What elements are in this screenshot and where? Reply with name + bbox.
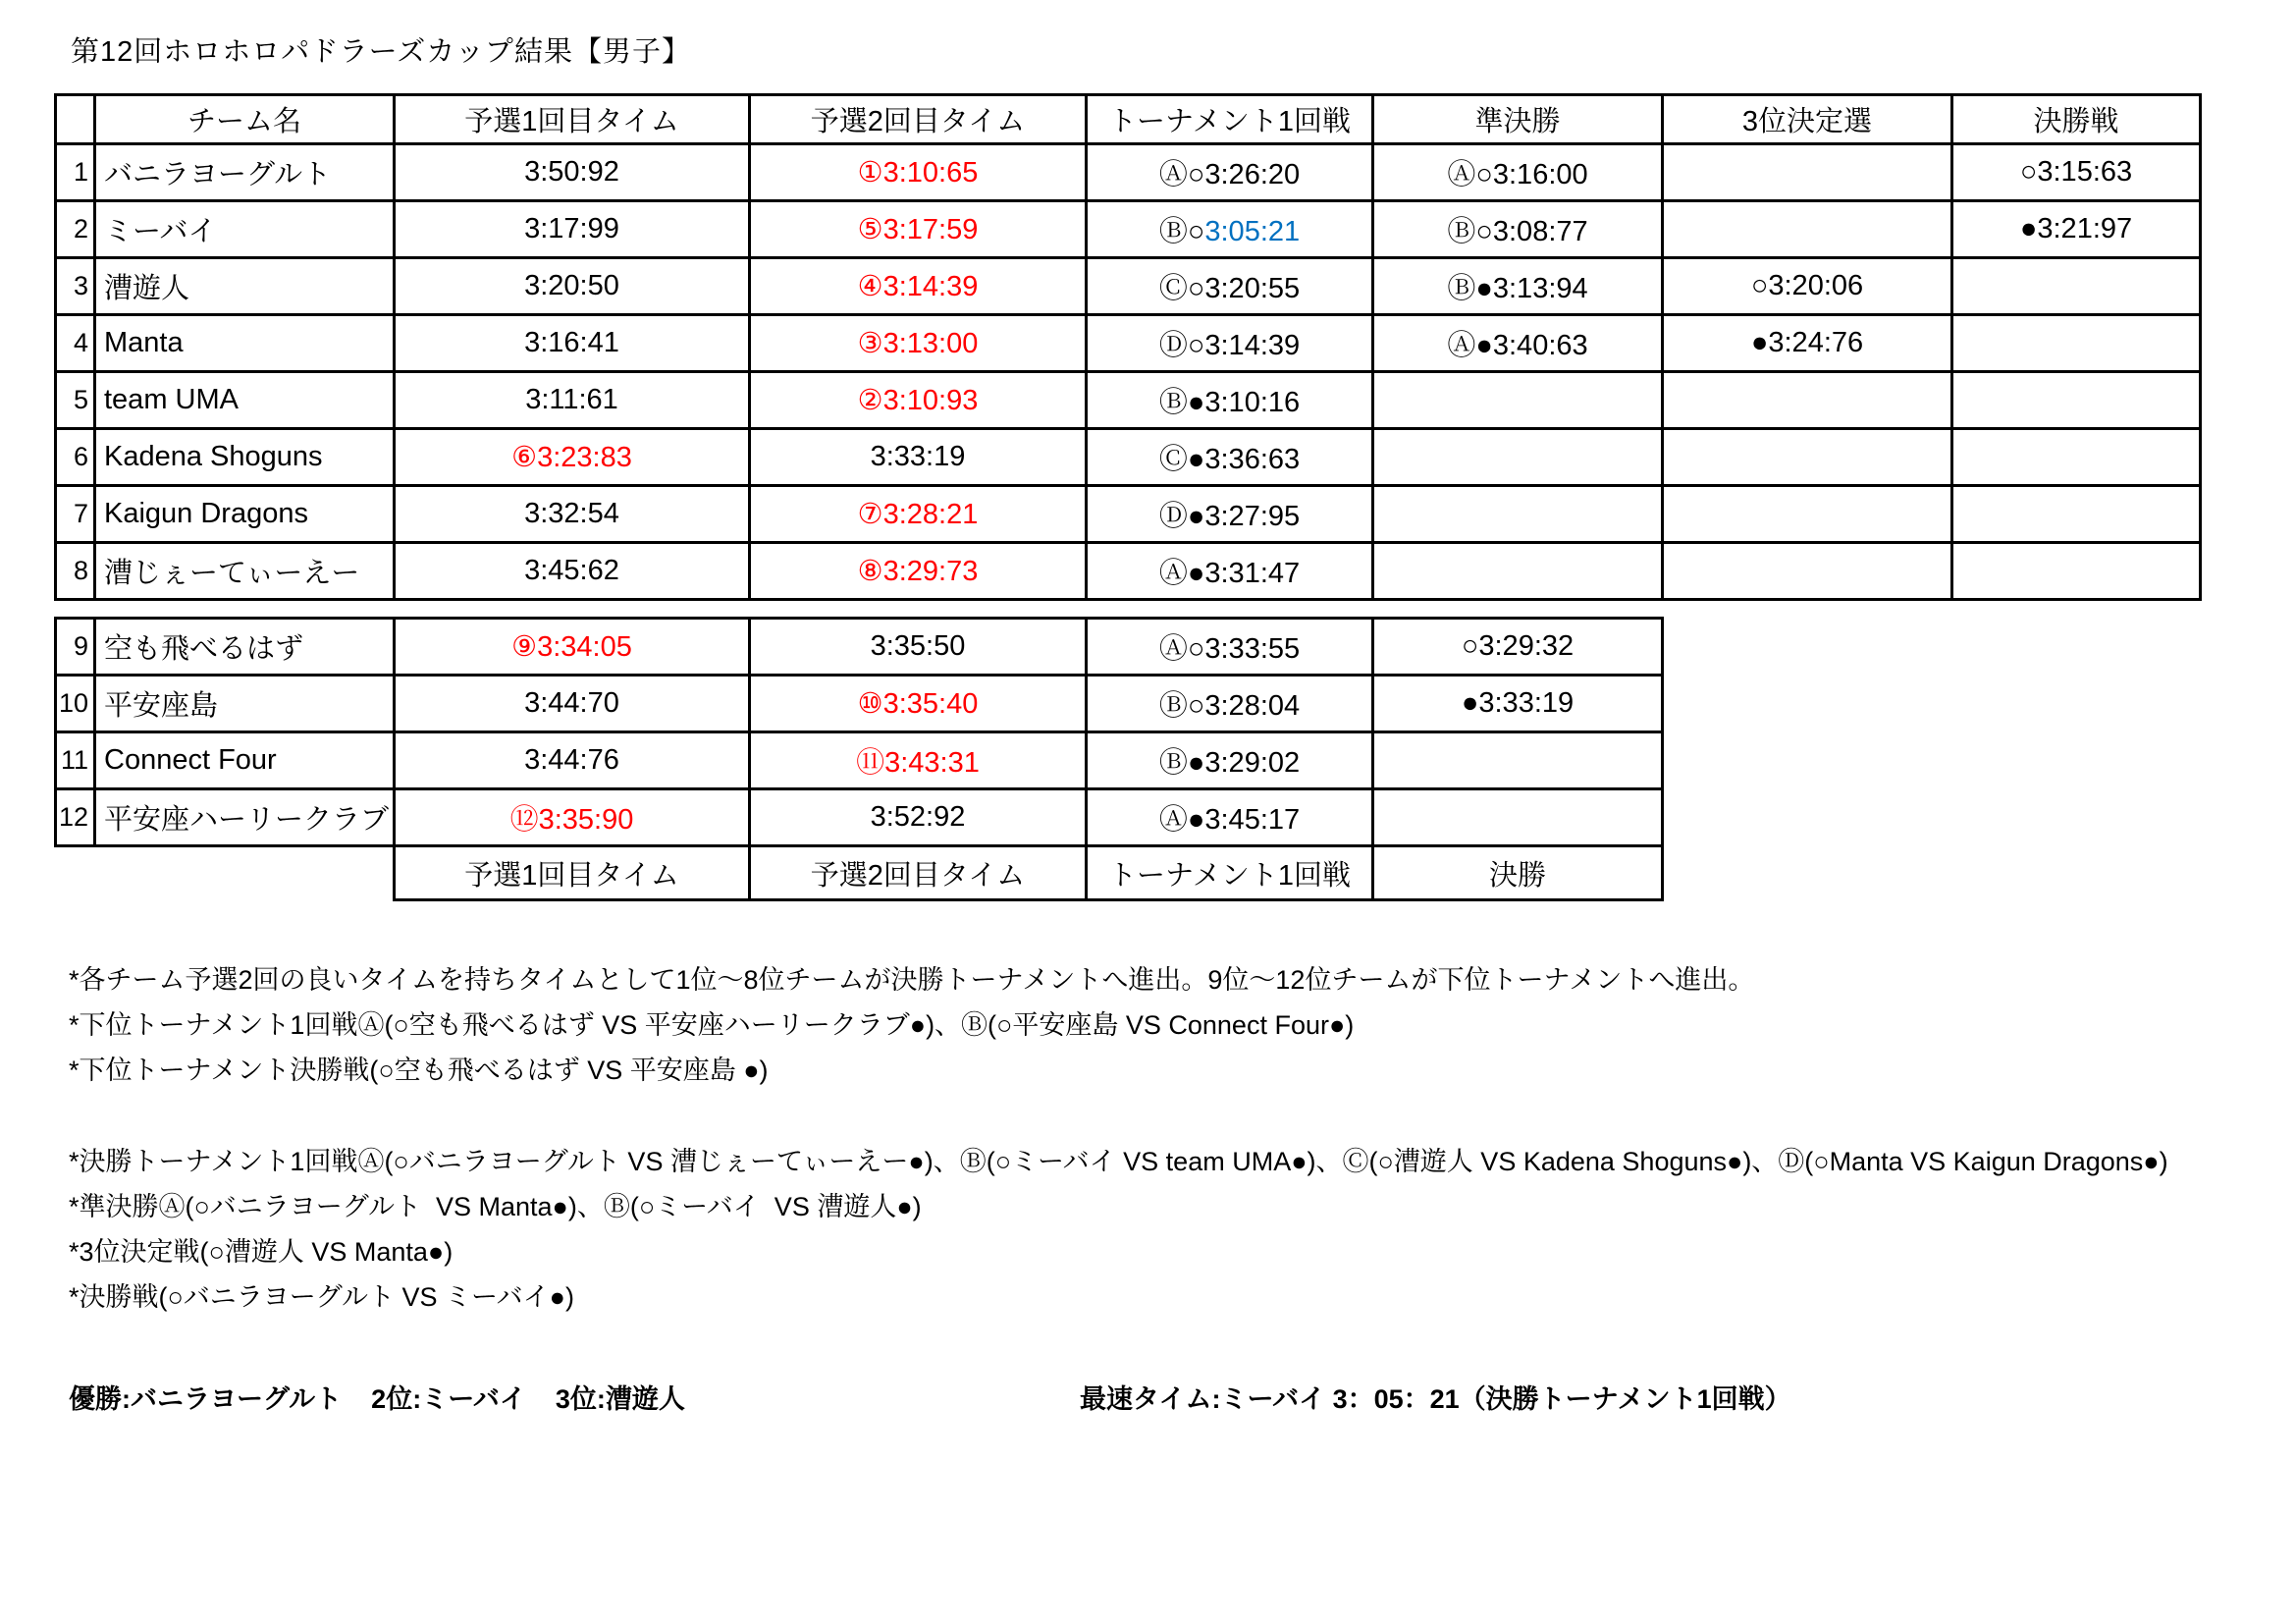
- row-number: 12: [56, 789, 95, 846]
- cell-text: ②3:10:93: [857, 385, 979, 416]
- time-cell: [1373, 789, 1663, 846]
- time-cell: [1087, 789, 1373, 846]
- time-cell: [1087, 201, 1373, 258]
- row-number: 8: [56, 543, 95, 600]
- time-cell: [1087, 486, 1373, 543]
- time-cell: [1663, 543, 1952, 600]
- table-row: [56, 676, 1663, 732]
- team-name: Manta: [95, 315, 395, 372]
- cell-text: Ⓐ●3:31:47: [1158, 558, 1301, 589]
- time-cell: [1663, 372, 1952, 429]
- note-line: *下位トーナメント1回戦Ⓐ(○空も飛べるはず VS 平安座ハーリークラブ●)、Ⓑ(○平安座島 VS Connect Four●): [69, 1010, 1355, 1040]
- cell-text: Ⓐ●3:40:63: [1447, 330, 1588, 361]
- time-cell: [750, 486, 1087, 543]
- time-cell: [1663, 258, 1952, 315]
- results-table-main: [54, 93, 2202, 601]
- cell-text: ⑩3:35:40: [857, 688, 979, 720]
- time-cell: [1952, 315, 2201, 372]
- time-cell: [1087, 543, 1373, 600]
- fastest-time-summary: 最速タイム:ミーバイ 3：05：21（決勝トーナメント1回戦）: [1080, 1384, 1791, 1414]
- row-number: 9: [56, 619, 95, 676]
- note-line: *決勝戦(○バニラヨーグルト VS ミーバイ●): [69, 1282, 574, 1312]
- time-cell: [395, 676, 750, 732]
- time-cell: [1663, 144, 1952, 201]
- team-name: Kaigun Dragons: [95, 486, 395, 543]
- footer-label-final: 決勝: [1373, 846, 1663, 900]
- time-cell: [395, 619, 750, 676]
- note-line: *準決勝Ⓐ(○バニラヨーグルト VS Manta●)、Ⓑ(○ミーバイ VS 漕遊人●): [69, 1192, 922, 1221]
- time-cell: [1373, 732, 1663, 789]
- cell-text: ●3:21:97: [2019, 213, 2133, 244]
- cell-text: Ⓑ●3:13:94: [1447, 273, 1588, 304]
- cell-text: Ⓐ○3:16:00: [1447, 159, 1588, 190]
- cell-text: 3:33:19: [870, 441, 966, 472]
- team-name: Connect Four: [95, 732, 395, 789]
- cell-text: 3:11:61: [525, 384, 618, 415]
- time-cell: [750, 619, 1087, 676]
- column-header-team: チーム名: [95, 95, 395, 144]
- column-header-final: 決勝戦: [1952, 95, 2201, 144]
- time-cell: [1087, 619, 1373, 676]
- cell-text: Ⓑ○: [1158, 216, 1205, 247]
- time-cell: [1087, 732, 1373, 789]
- time-cell: [750, 429, 1087, 486]
- note-gap: [69, 1093, 2168, 1139]
- table-row: [56, 543, 2201, 600]
- column-header-qualifier1: 予選1回目タイム: [395, 95, 750, 144]
- cell-text: 3:44:70: [524, 687, 619, 719]
- team-name: team UMA: [95, 372, 395, 429]
- cell-text: Ⓑ○3:28:04: [1158, 690, 1301, 722]
- table-row: [56, 789, 1663, 846]
- note-line: *3位決定戦(○漕遊人 VS Manta●): [69, 1237, 454, 1267]
- cell-text: 3:45:62: [524, 555, 619, 586]
- footer-spacer: [56, 846, 95, 900]
- column-header-semifinal: 準決勝: [1373, 95, 1663, 144]
- time-cell: [1663, 315, 1952, 372]
- time-cell: [1373, 676, 1663, 732]
- cell-text: ⑥3:23:83: [511, 442, 632, 473]
- cell-text: ④3:14:39: [857, 271, 979, 302]
- time-cell: [1087, 258, 1373, 315]
- time-cell: [750, 258, 1087, 315]
- team-name: Kadena Shoguns: [95, 429, 395, 486]
- column-header-index: [56, 95, 95, 144]
- cell-text: ○3:15:63: [2019, 156, 2133, 188]
- time-cell: [1087, 315, 1373, 372]
- cell-text: Ⓑ●3:29:02: [1158, 747, 1301, 779]
- row-number: 2: [56, 201, 95, 258]
- time-cell: [1663, 429, 1952, 486]
- cell-text: 3:52:92: [870, 801, 966, 833]
- time-cell: [395, 315, 750, 372]
- cell-text: ⑨3:34:05: [511, 631, 632, 663]
- time-cell: [750, 732, 1087, 789]
- winners-summary: 優勝:バニラヨーグルト 2位:ミーバイ 3位:漕遊人: [69, 1384, 685, 1414]
- table-row: [56, 201, 2201, 258]
- time-cell: [1952, 543, 2201, 600]
- cell-text: 3:32:54: [524, 498, 619, 529]
- page-title: 第12回ホロホロパドラーズカップ結果【男子】: [71, 36, 691, 68]
- time-cell: [1373, 144, 1663, 201]
- note-line: *各チーム予選2回の良いタイムを持ちタイムとして1位～8位チームが決勝トーナメントへ進出。9位～12位チームが下位トーナメントへ進出。: [69, 965, 1755, 995]
- row-number: 3: [56, 258, 95, 315]
- cell-text: Ⓒ●3:36:63: [1158, 444, 1301, 475]
- time-cell: [395, 732, 750, 789]
- time-cell: [1087, 429, 1373, 486]
- team-name: 平安座島: [95, 676, 395, 732]
- team-name: ミーバイ: [95, 201, 395, 258]
- cell-text: ⑤3:17:59: [857, 214, 979, 245]
- footer-label-qualifier2: 予選2回目タイム: [750, 846, 1087, 900]
- cell-text: Ⓒ○3:20:55: [1158, 273, 1301, 304]
- table-header-row: [56, 95, 2201, 144]
- team-name: 漕遊人: [95, 258, 395, 315]
- time-cell: [1373, 543, 1663, 600]
- cell-text: 3:44:76: [524, 744, 619, 776]
- table-row: [56, 315, 2201, 372]
- time-cell: [1373, 372, 1663, 429]
- cell-text: Ⓓ○3:14:39: [1158, 330, 1301, 361]
- notes: [69, 957, 2168, 1320]
- cell-text: Ⓑ○3:08:77: [1447, 216, 1588, 247]
- table-footer-row: [56, 846, 1663, 900]
- note-line: *下位トーナメント決勝戦(○空も飛べるはず VS 平安座島 ●): [69, 1056, 769, 1085]
- time-cell: [750, 676, 1087, 732]
- cell-text: Ⓑ●3:10:16: [1158, 387, 1301, 418]
- cell-text: Ⓐ○3:26:20: [1158, 159, 1301, 190]
- cell-text: ●3:33:19: [1461, 687, 1575, 719]
- row-number: 4: [56, 315, 95, 372]
- time-cell: [395, 372, 750, 429]
- cell-text: Ⓐ●3:45:17: [1158, 804, 1301, 836]
- cell-text: Ⓐ○3:33:55: [1158, 633, 1301, 665]
- time-cell: [395, 201, 750, 258]
- time-cell: [750, 372, 1087, 429]
- table-row: [56, 372, 2201, 429]
- time-cell: [395, 486, 750, 543]
- time-cell: [750, 201, 1087, 258]
- cell-text: 3:17:99: [524, 213, 619, 244]
- team-name: バニラヨーグルト: [95, 144, 395, 201]
- row-number: 10: [56, 676, 95, 732]
- time-cell: [1952, 372, 2201, 429]
- cell-text: ○3:20:06: [1750, 270, 1864, 301]
- note-line: *決勝トーナメント1回戦Ⓐ(○バニラヨーグルト VS 漕じぇーてぃーえー●)、Ⓑ(○ミーバイ VS team UMA●)、Ⓒ(○漕遊人 VS Kadena Shoguns●)、Ⓓ(○Manta VS Kaigun Dragons●): [69, 1147, 2168, 1176]
- footer-label-round1: トーナメント1回戦: [1087, 846, 1373, 900]
- table-row: [56, 144, 2201, 201]
- time-cell: [1373, 619, 1663, 676]
- time-cell: [1373, 201, 1663, 258]
- cell-text: ⑪3:43:31: [856, 747, 980, 779]
- time-cell: [395, 429, 750, 486]
- cell-text: ⑫3:35:90: [509, 804, 634, 836]
- cell-text: Ⓓ●3:27:95: [1158, 501, 1301, 532]
- time-cell: [1952, 201, 2201, 258]
- time-cell: [750, 144, 1087, 201]
- results-table-lower: [54, 617, 1664, 901]
- cell-text: 3:20:50: [524, 270, 619, 301]
- cell-text: ③3:13:00: [857, 328, 979, 359]
- team-name: 平安座ハーリークラブ: [95, 789, 395, 846]
- cell-text: 3:05:21: [1204, 216, 1301, 247]
- team-name: 空も飛べるはず: [95, 619, 395, 676]
- time-cell: [1373, 315, 1663, 372]
- time-cell: [395, 543, 750, 600]
- row-number: 7: [56, 486, 95, 543]
- row-number: 6: [56, 429, 95, 486]
- time-cell: [1952, 144, 2201, 201]
- row-number: 1: [56, 144, 95, 201]
- cell-text: 3:50:92: [524, 156, 619, 188]
- table-row: [56, 429, 2201, 486]
- time-cell: [1373, 258, 1663, 315]
- time-cell: [1952, 258, 2201, 315]
- column-header-third-place: 3位決定選: [1663, 95, 1952, 144]
- time-cell: [395, 258, 750, 315]
- time-cell: [1952, 486, 2201, 543]
- time-cell: [1373, 429, 1663, 486]
- cell-text: ●3:24:76: [1750, 327, 1864, 358]
- footer-label-qualifier1: 予選1回目タイム: [395, 846, 750, 900]
- time-cell: [1087, 676, 1373, 732]
- table-row: [56, 258, 2201, 315]
- footer-spacer: [95, 846, 395, 900]
- cell-text: ⑦3:28:21: [857, 499, 979, 530]
- time-cell: [1087, 144, 1373, 201]
- table-row: [56, 486, 2201, 543]
- time-cell: [1373, 486, 1663, 543]
- time-cell: [750, 789, 1087, 846]
- cell-text: ⑧3:29:73: [857, 556, 979, 587]
- cell-text: ①3:10:65: [857, 157, 979, 189]
- time-cell: [1663, 201, 1952, 258]
- cell-text: ○3:29:32: [1461, 630, 1575, 662]
- time-cell: [395, 144, 750, 201]
- cell-text: 3:35:50: [870, 630, 966, 662]
- time-cell: [395, 789, 750, 846]
- row-number: 11: [56, 732, 95, 789]
- team-name: 漕じぇーてぃーえー: [95, 543, 395, 600]
- row-number: 5: [56, 372, 95, 429]
- column-header-qualifier2: 予選2回目タイム: [750, 95, 1087, 144]
- time-cell: [750, 543, 1087, 600]
- time-cell: [1952, 429, 2201, 486]
- time-cell: [750, 315, 1087, 372]
- time-cell: [1663, 486, 1952, 543]
- cell-text: 3:16:41: [524, 327, 619, 358]
- table-row: [56, 619, 1663, 676]
- column-header-round1: トーナメント1回戦: [1087, 95, 1373, 144]
- table-row: [56, 732, 1663, 789]
- time-cell: [1087, 372, 1373, 429]
